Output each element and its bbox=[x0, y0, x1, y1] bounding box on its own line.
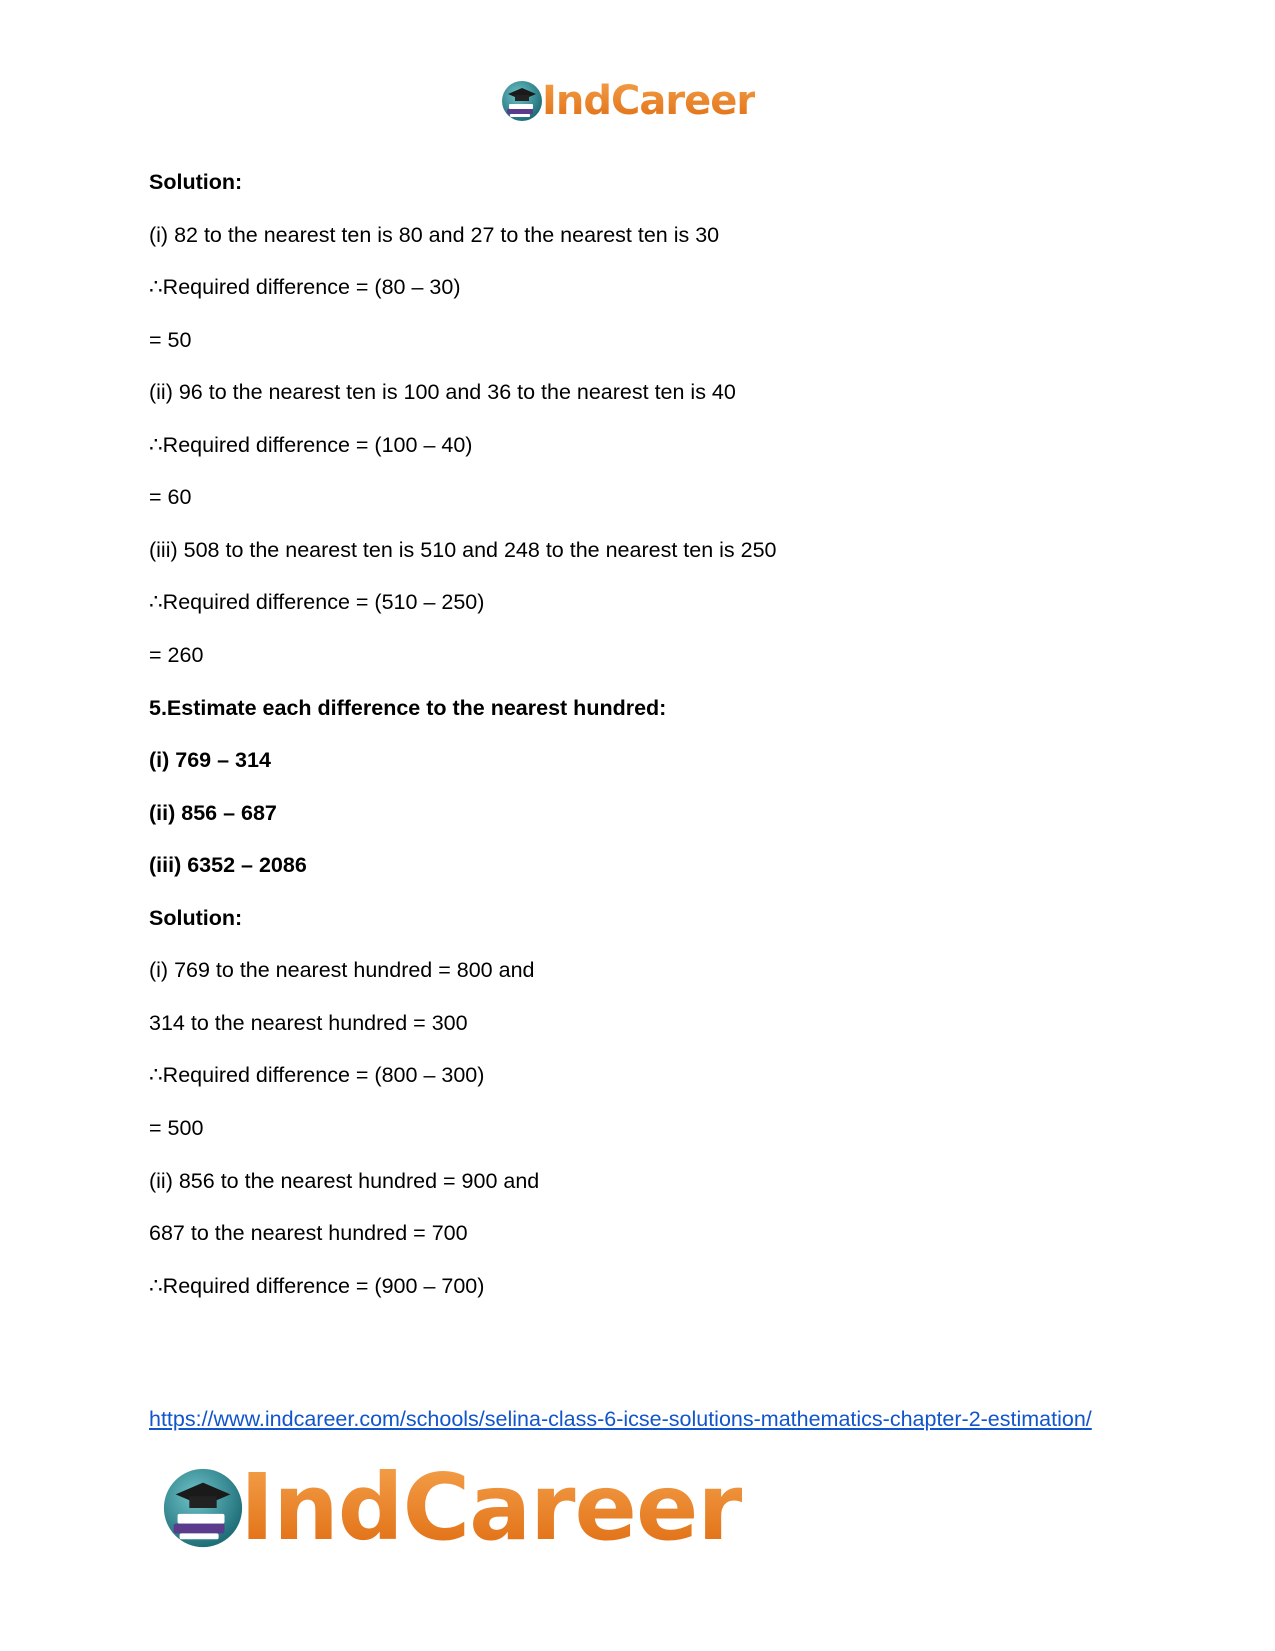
text-line: (ii) 856 to the nearest hundred = 900 and bbox=[149, 1169, 540, 1193]
text-line: = 60 bbox=[149, 485, 192, 509]
footer-logo bbox=[160, 1454, 742, 1561]
question-part: (ii) 856 – 687 bbox=[149, 801, 277, 825]
text-line: ∴Required difference = (900 – 700) bbox=[149, 1274, 485, 1298]
text-line: Solution: bbox=[149, 170, 243, 194]
text-line: ∴Required difference = (80 – 30) bbox=[149, 275, 461, 299]
text-line: (iii) 508 to the nearest ten is 510 and 248 to the nearest ten is 250 bbox=[149, 538, 777, 562]
text-line: Solution: bbox=[149, 906, 243, 930]
text-line: = 260 bbox=[149, 643, 204, 667]
logo-wordmark: IndCareer bbox=[240, 1454, 742, 1561]
graduation-book-icon bbox=[160, 1465, 246, 1551]
text-line: ∴Required difference = (800 – 300) bbox=[149, 1063, 485, 1087]
text-line: = 50 bbox=[149, 328, 192, 352]
text-line: (i) 82 to the nearest ten is 80 and 27 to the nearest ten is 30 bbox=[149, 223, 720, 247]
text-line: ∴Required difference = (100 – 40) bbox=[149, 433, 473, 457]
text-line: 314 to the nearest hundred = 300 bbox=[149, 1011, 468, 1035]
text-line: (ii) 96 to the nearest ten is 100 and 36 to the nearest ten is 40 bbox=[149, 380, 736, 404]
question-heading: 5.Estimate each difference to the nearest hundred: bbox=[149, 696, 667, 720]
source-url-link[interactable]: https://www.indcareer.com/schools/selina-class-6-icse-solutions-mathematics-chapter-2-estimation/ bbox=[149, 1407, 1092, 1431]
question-part: (iii) 6352 – 2086 bbox=[149, 853, 307, 877]
question-part: (i) 769 – 314 bbox=[149, 748, 271, 772]
text-line: (i) 769 to the nearest hundred = 800 and bbox=[149, 958, 535, 982]
text-line: = 500 bbox=[149, 1116, 204, 1140]
text-line: ∴Required difference = (510 – 250) bbox=[149, 590, 485, 614]
text-line: 687 to the nearest hundred = 700 bbox=[149, 1221, 468, 1245]
logo-wordmark: IndCareer bbox=[542, 78, 756, 124]
header-logo bbox=[500, 78, 755, 124]
graduation-book-icon bbox=[500, 79, 544, 123]
